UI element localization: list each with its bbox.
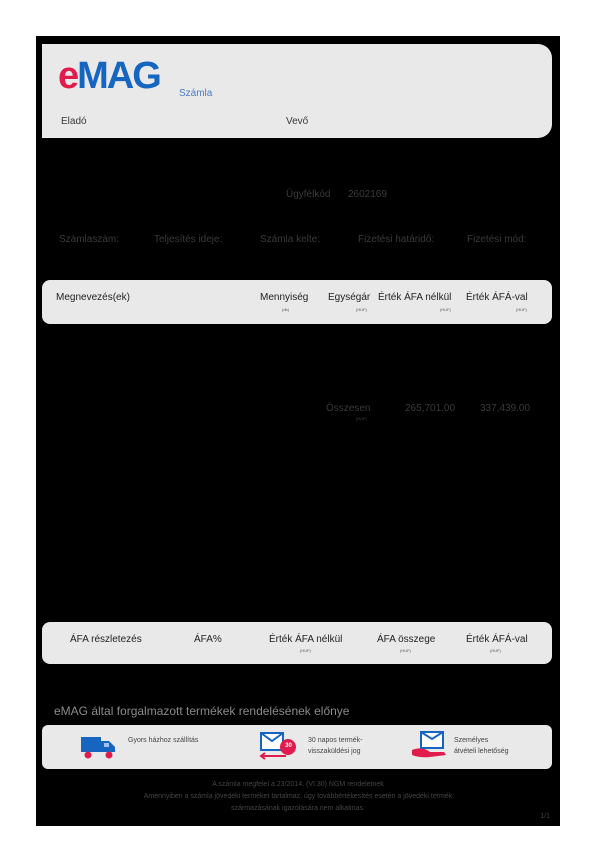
fulfillment-date-label: Teljesítés ideje: (154, 234, 223, 245)
col-description: Megnevezés(ek) (56, 292, 130, 303)
buyer-label: Vevő (286, 116, 309, 127)
col-unit-price-unit: (HUF) (356, 307, 367, 312)
vat-table-header (42, 622, 552, 664)
return-box-icon (258, 729, 298, 768)
col-vat-net-value: Érték ÁFA nélkül (269, 634, 343, 645)
col-vat-percent: ÁFA% (194, 634, 222, 645)
advantage-return-line2: visszaküldési jog (308, 748, 361, 755)
advantage-delivery-text: Gyors házhoz szállítás (128, 737, 199, 744)
emag-logo: eMAG (58, 55, 160, 97)
advantage-return-text (308, 735, 362, 757)
advantage-return-line1: 30 napos termék- (308, 737, 363, 744)
page-number: 1/1 (540, 813, 550, 820)
document-title: Számla (179, 88, 213, 99)
col-net-value-unit: (HUF) (440, 307, 451, 312)
items-table-header (42, 280, 552, 324)
footer-compliance-line: A számla megfelel a 23/2014. (VI.30) NGM rendeletnek (212, 781, 384, 788)
invoice-page (36, 36, 560, 826)
col-vat-breakdown: ÁFA részletezés (70, 634, 142, 645)
payment-method-label: Fizetési mód: (467, 234, 527, 245)
total-gross-value: 337,439.00 (480, 403, 531, 414)
total-label: Összesen (326, 403, 371, 414)
col-vat-amount: ÁFA összege (377, 634, 436, 645)
customer-code-label: Ügyfélkód (286, 189, 331, 200)
return-days-badge: 30 (285, 743, 292, 749)
total-net-value: 265,701.00 (405, 403, 456, 414)
advantage-pickup-text (454, 735, 508, 757)
footer-excise-line2: származásának igazolására nem alkalmas. (231, 805, 365, 812)
invoice-number-label: Számlaszám: (59, 234, 120, 245)
total-unit: (HUF) (356, 416, 367, 421)
col-vat-net-value-unit: (HUF) (300, 648, 311, 653)
advantages-title: eMAG által forgalmazott termékek rendelésének előnye (54, 704, 350, 718)
advantage-pickup-line2: átvételi lehetőség (454, 748, 509, 755)
seller-label: Eladó (61, 116, 87, 127)
col-net-value: Érték ÁFA nélkül (378, 292, 452, 303)
col-gross-value: Érték ÁFÁ-val (466, 292, 528, 303)
due-date-label: Fizetési határidő: (358, 234, 435, 245)
col-quantity: Mennyiség (260, 292, 309, 303)
col-vat-gross-value-unit: (HUF) (490, 648, 501, 653)
advantage-pickup-line1: Személyes (454, 737, 489, 744)
customer-code-value: 2602169 (348, 189, 387, 200)
col-quantity-unit: (db) (282, 307, 290, 312)
col-vat-gross-value: Érték ÁFÁ-val (466, 634, 528, 645)
col-gross-value-unit: (HUF) (516, 307, 527, 312)
issue-date-label: Számla kelte: (260, 234, 321, 245)
col-unit-price: Egységár (328, 292, 371, 303)
footer-excise-line1: Amennyiben a számla jövedéki terméket tartalmaz, úgy továbbértékesítés esetén a jövedéki termék (143, 793, 453, 800)
pickup-hand-icon (410, 730, 450, 767)
col-vat-amount-unit: (HUF) (400, 648, 411, 653)
advantages-band (42, 725, 552, 769)
delivery-truck-icon (80, 733, 118, 766)
